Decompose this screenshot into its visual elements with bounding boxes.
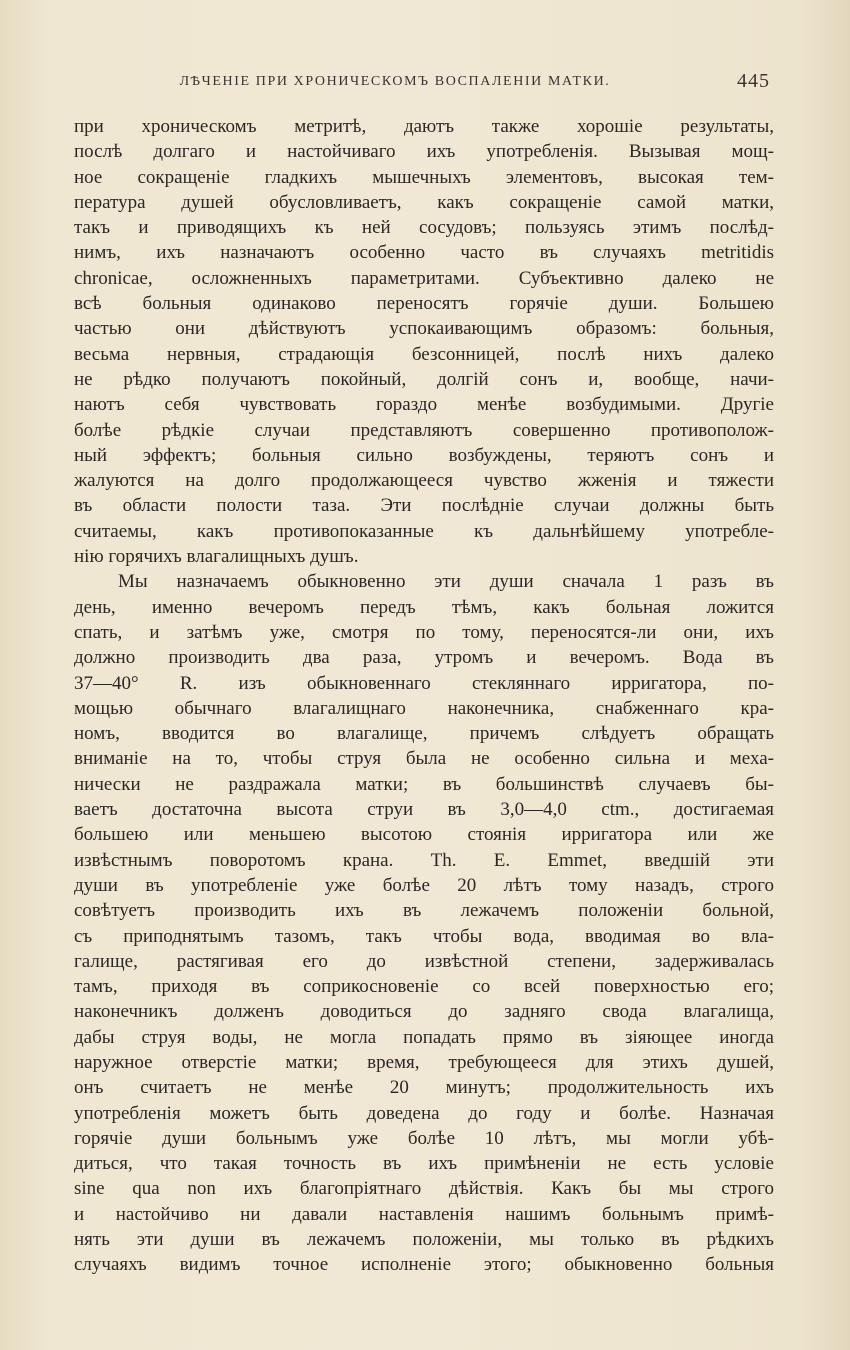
text-line: наютъ себя чувствовать гораздо менѣе возбудимыми. Другіе: [74, 394, 774, 416]
page-header: [0, 68, 850, 98]
text-line: диться, что такая точность въ ихъ примѣненіи не есть условіе: [74, 1153, 774, 1175]
text-line: большею или меньшею высотою стоянія ирригатора или же: [74, 824, 774, 846]
text-line: спать, и затѣмъ уже, смотря по тому, переносятся-ли они, ихъ: [74, 621, 774, 643]
text-line: при хроническомъ метритѣ, даютъ также хорошіе результаты,: [74, 116, 774, 137]
paragraph-start-line: Мы назначаемъ обыкновенно эти души сначала 1 разъ въ: [118, 571, 774, 593]
text-line: день, именно вечеромъ передъ тѣмъ, какъ больная ложится: [74, 596, 774, 618]
text-line: нимъ, ихъ назначаютъ особенно часто въ случаяхъ metritidis: [74, 242, 774, 264]
text-line: болѣе рѣдкіе случаи представляютъ совершенно противополож-: [74, 419, 774, 441]
text-line: пература душей обусловливаетъ, какъ сокращеніе самой матки,: [74, 191, 774, 213]
text-line: случаяхъ видимъ точное исполненіе этого; обыкновенно больныя: [74, 1254, 774, 1276]
text-line: вниманіе на то, чтобы струя была не особенно сильна и меха-: [74, 748, 774, 770]
text-line: тамъ, приходя въ соприкосновеніе со всей поверхностью его;: [74, 976, 774, 998]
text-line: послѣ долгаго и настойчиваго ихъ употребленія. Вызывая мощ-: [74, 141, 774, 163]
text-line: такъ и приводящихъ къ ней сосудовъ; пользуясь этимъ послѣд-: [74, 217, 774, 239]
text-line: мощью обычнаго влагалищнаго наконечника, снабженнаго кра-: [74, 697, 774, 719]
text-line: нять эти души въ лежачемъ положеніи, мы только въ рѣдкихъ: [74, 1229, 774, 1251]
text-line: ный эффектъ; больныя сильно возбуждены, теряютъ сонъ и: [74, 444, 774, 466]
text-line: и настойчиво ни давали наставленія нашимъ больнымъ примѣ-: [74, 1203, 774, 1225]
text-line: нически не раздражала матки; въ большинствѣ случаевъ бы-: [74, 773, 774, 795]
text-line: весьма нервныя, страдающія безсонницей, послѣ нихъ далеко: [74, 343, 774, 365]
body-text: [74, 114, 774, 1278]
text-line: не рѣдко получаютъ покойный, долгій сонъ и, вообще, начи-: [74, 368, 774, 390]
text-line: 37—40° R. изъ обыкновеннаго стекляннаго ирригатора, по-: [74, 672, 774, 694]
text-line: совѣтуетъ производить ихъ въ лежачемъ положеніи больной,: [74, 900, 774, 922]
page-number: 445: [737, 70, 770, 92]
text-line: онъ считаетъ не менѣе 20 минутъ; продолжительность ихъ: [74, 1077, 774, 1099]
running-title: ЛѢЧЕНІЕ ПРИ ХРОНИЧЕСКОМЪ ВОСПАЛЕНІИ МАТКИ.: [179, 74, 611, 89]
text-line: ваетъ достаточна высота струи въ 3,0—4,0 ctm., достигаемая: [74, 799, 774, 821]
text-line: должно производить два раза, утромъ и вечеромъ. Вода въ: [74, 647, 774, 669]
text-line: наружное отверстіе матки; время, требующееся для этихъ душей,: [74, 1051, 774, 1073]
text-line: ное сокращеніе гладкихъ мышечныхъ элементовъ, высокая тем-: [74, 166, 774, 188]
text-line: съ приподнятымъ тазомъ, такъ чтобы вода, вводимая во вла-: [74, 925, 774, 947]
paragraph-end-line: нію горячихъ влагалищныхъ душъ.: [74, 546, 359, 568]
text-line: горячіе души больнымъ уже болѣе 10 лѣтъ, мы могли убѣ-: [74, 1127, 774, 1149]
text-line: sine qua non ихъ благопріятнаго дѣйствія. Какъ бы мы строго: [74, 1178, 774, 1200]
text-line: наконечникъ долженъ доводиться до задняго свода влагалища,: [74, 1001, 774, 1023]
text-line: частью они дѣйствуютъ успокаивающимъ образомъ: больныя,: [74, 318, 774, 340]
text-line: души въ употребленіе уже болѣе 20 лѣтъ тому назадъ, строго: [74, 874, 774, 896]
text-line: извѣстнымъ поворотомъ крана. Th. E. Emmet, введшій эти: [74, 849, 774, 871]
text-line: галище, растягивая его до извѣстной степени, задерживалась: [74, 950, 774, 972]
text-line: считаемы, какъ противопоказанные къ дальнѣйшему употребле-: [74, 520, 774, 542]
text-line: всѣ больныя одинаково переносятъ горячіе души. Большею: [74, 293, 774, 315]
text-line: жалуются на долго продолжающееся чувство жженія и тяжести: [74, 470, 774, 492]
text-line: chronicae, осложненныхъ параметритами. Субъективно далеко не: [74, 267, 774, 289]
text-line: употребленія можетъ быть доведена до году и болѣе. Назначая: [74, 1102, 774, 1124]
text-line: номъ, вводится во влагалище, причемъ слѣдуетъ обращать: [74, 723, 774, 745]
text-line: въ области полости таза. Эти послѣдніе случаи должны быть: [74, 495, 774, 517]
text-line: дабы струя воды, не могла попадать прямо въ зіяющее иногда: [74, 1026, 774, 1048]
